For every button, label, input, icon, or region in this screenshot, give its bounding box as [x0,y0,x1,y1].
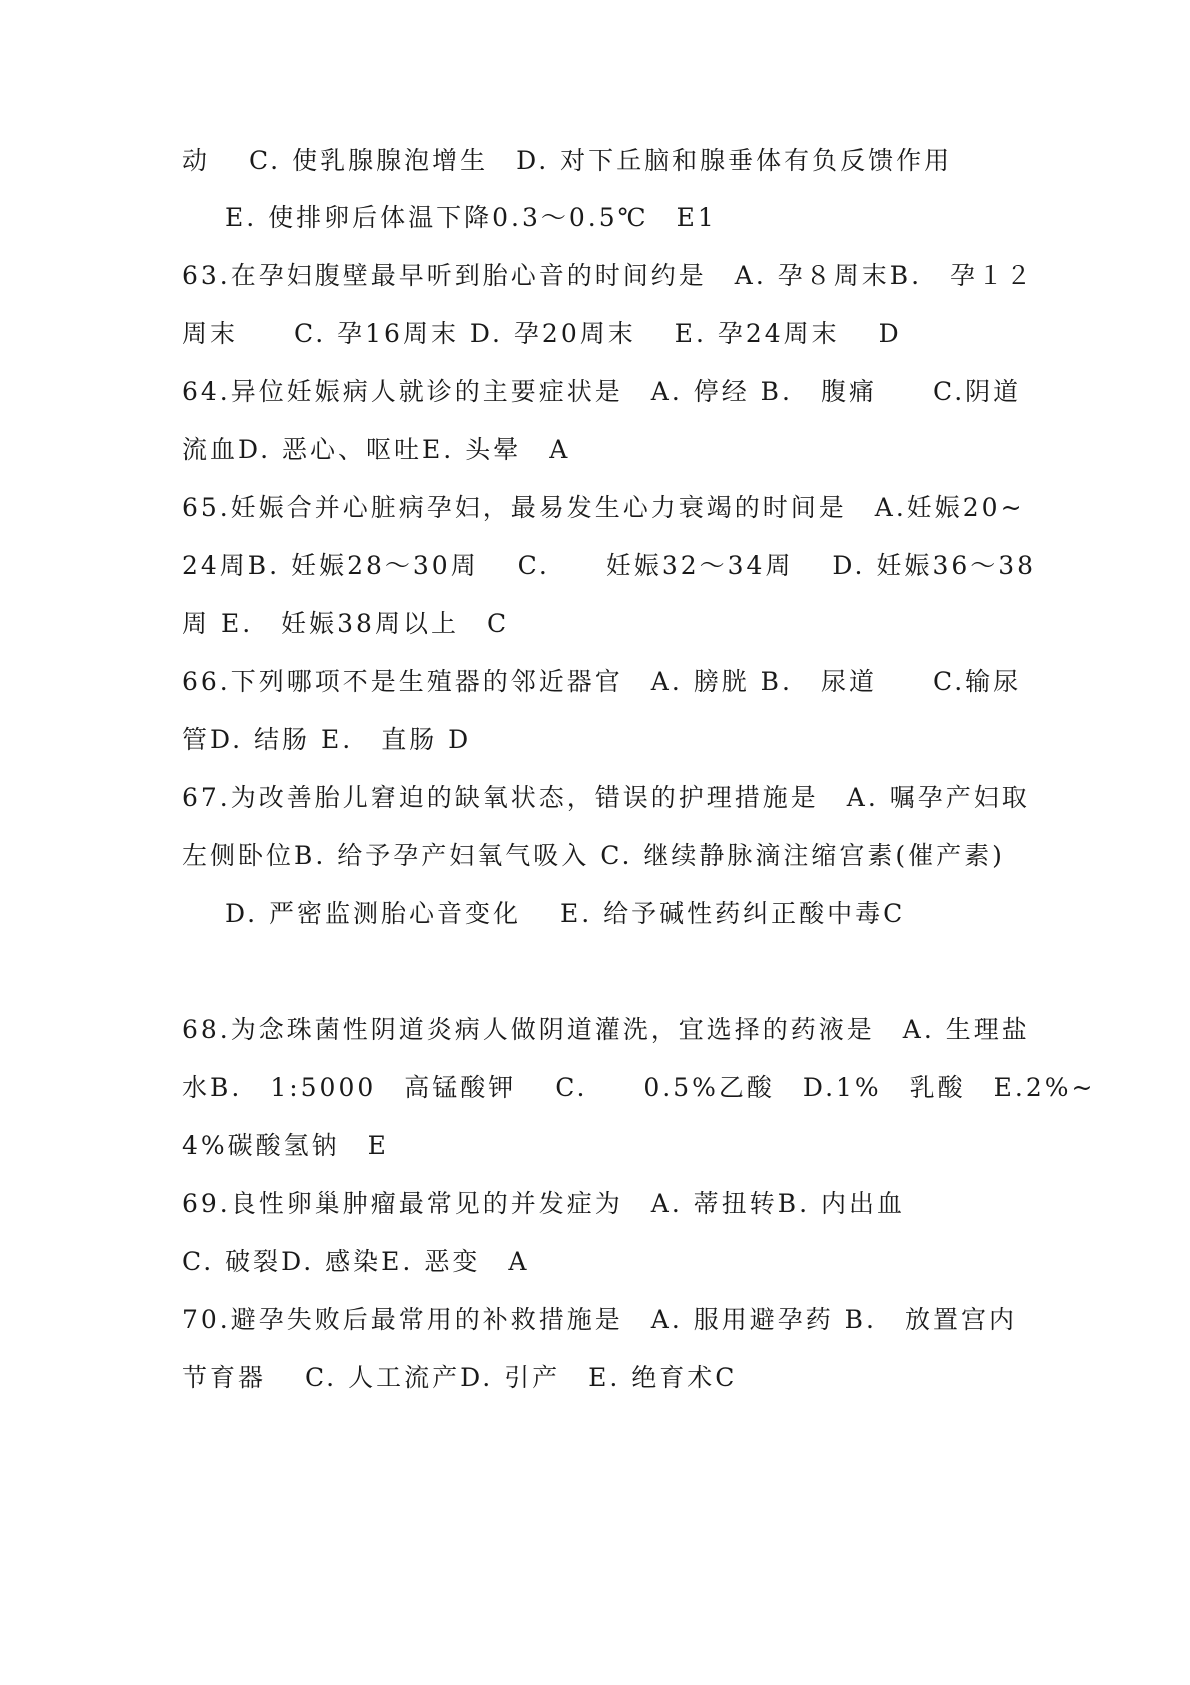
text-line: 周末 C. 孕16周末 D. 孕20周末 E. 孕24周末 D [182,319,902,348]
question-65: 65.妊娠合并心脏病孕妇，最易发生心力衰竭的时间是 A.妊娠20~ [182,493,1025,522]
text-line: D. 严密监测胎心音变化 E. 给予碱性药纠正酸中毒C [225,899,906,928]
question-70: 70.避孕失败后最常用的补救措施是 A. 服用避孕药 B. 放置宫内 [182,1305,1017,1334]
question-64: 64.异位妊娠病人就诊的主要症状是 A. 停经 B. 腹痛 C.阴道 [182,377,1022,406]
text-line: 水B. 1:5000 高锰酸钾 C. 0.5%乙酸 D.1% 乳酸 E.2%~ [182,1073,1096,1102]
question-67: 67.为改善胎儿窘迫的缺氧状态，错误的护理措施是 A. 嘱孕产妇取 [182,783,1030,812]
text-line: 流血D. 恶心、呕吐E. 头晕 A [182,435,571,464]
text-line: C. 破裂D. 感染E. 恶变 A [182,1247,530,1276]
text-line: E. 使排卵后体温下降0.3～0.5℃ E1 [225,203,717,232]
question-66: 66.下列哪项不是生殖器的邻近器官 A. 膀胱 B. 尿道 C.输尿 [182,667,1022,696]
text-line: 节育器 C. 人工流产D. 引产 E. 绝育术C [182,1363,738,1392]
question-68: 68.为念珠菌性阴道炎病人做阴道灌洗，宜选择的药液是 A. 生理盐 [182,1015,1030,1044]
text-line: 管D. 结肠 E. 直肠 D [182,725,472,754]
text-line: 动 C. 使乳腺腺泡增生 D. 对下丘脑和腺垂体有负反馈作用 [182,146,953,175]
text-line: 周 E. 妊娠38周以上 C [182,609,510,638]
text-line: 4%碳酸氢钠 E [182,1131,389,1160]
question-69: 69.良性卵巢肿瘤最常见的并发症为 A. 蒂扭转B. 内出血 [182,1189,905,1218]
question-63: 63.在孕妇腹壁最早听到胎心音的时间约是 A. 孕８周末B. 孕１２ [182,261,1035,290]
text-line: 左侧卧位B. 给予孕产妇氧气吸入 C. 继续静脉滴注缩宫素(催产素) [182,841,1005,870]
text-line: 24周B. 妊娠28～30周 C. 妊娠32～34周 D. 妊娠36～38 [182,551,1037,580]
